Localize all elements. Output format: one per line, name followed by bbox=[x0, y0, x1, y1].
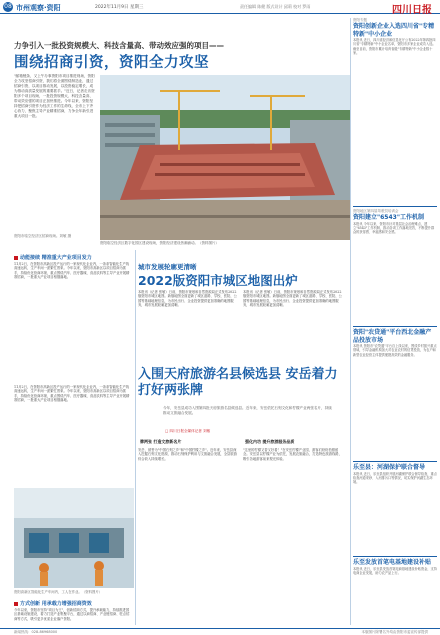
lead-intro: "邮箱链条，又上午办事资阳市项目推进现场，资阳全力攻坚招商引资，我们将全面围绕制造业，通过招商引资，以项目推动发展，以投资稳定增长，成为推动高质量发展的重要抓手。"近日，记者走访资阳多个项目现场，一批投资规模大、科技含量高、带动效应强的项目正加快推进。今年以来，资阳坚持把招商引资作为经济工作的生命线，全市上下齐心协力，聚焦主导产业精准招商，力争全年新引进重大项目一批。 bbox=[14, 74, 95, 118]
sidebar-item-5-text: 本报讯 近日，乐至县发放首笔电商基地建设补贴资金，支持电商企业发展，助力农产品上行。 bbox=[353, 566, 437, 575]
news-title: 2022版资阳市城区地图出炉 bbox=[138, 273, 298, 288]
news-text-col2: 本报讯（记者 张敏）日前，资阳市规划和自然资源局正式发布2022版资阳市城区地图。新版地图全面更新了城区道路、学校、医院、公园等基础地理信息，为市民出行、企业投资提供更加准确的地图服务，城市发展轮廓更加清晰。 bbox=[243, 290, 342, 308]
column-divider bbox=[135, 250, 136, 625]
feature-col1-text: 安岳，被誉为"中国石刻之乡"和"中国柠檬之乡"。近年来，安岳县深入挖掘石刻文化资源，推动石刻保护利用与文旅融合发展，全县旅游综合收入持续增长。 bbox=[138, 448, 237, 461]
feature-lead: 今年，安岳县成功入围第四批天府旅游名县候选县。近年来，安岳依托石刻文化和柠檬产业两张名片，持续推动文旅融合发展。 bbox=[163, 406, 332, 415]
lead-section1-text-cont: 11月2日，在资阳市高新区投产运行的一家现代化企业内，一条条智能化生产线高速运转，生产车间一派繁忙景象。今年以来，资阳市高新区以项目招商为抓手，持续优化营商环境，重点围绕汽车、医疗器械、食品饮料等主导产业开展精准招商，一批重大产业项目相继落地。 bbox=[14, 385, 130, 403]
newspaper-logo: 四川日报 bbox=[392, 5, 432, 16]
feature-card2-title: 强化内功 提升旅游服务品质 bbox=[245, 439, 295, 444]
lead-section2-title: 方式创新 用承载力增强招商资效 bbox=[14, 600, 92, 607]
right-sidebar bbox=[353, 18, 437, 630]
sidebar-label: 资阳专题 bbox=[353, 18, 367, 22]
lead-section2-text: 今年以来，资阳市坚持"项目为王"，创新招商方式，提升承载能力，持续推进园区基础设施建设，着力打造产业集聚平台，通过以商招商、产业链招商、驻点招商等方式，吸引更多优质企业落户资阳。 bbox=[14, 608, 130, 621]
sidebar-item-4-title: 乐至县：河湖保护联合督导 bbox=[353, 464, 426, 471]
lead-photo-caption: 资阳临空经济区数字化园区建设现场，资阳经济建设热潮涌动。（资料图片） bbox=[100, 241, 219, 245]
sidebar-item-3-text: 本报讯 资阳市"农贷通"平台自上线以来，围绕乡村振兴重点领域，引导金融机构加大对农业农村的信贷投放，为农户和新型农业经营主体提供便捷高效的金融服务。 bbox=[353, 344, 437, 357]
lead-kicker: 力争引入一批投资规模大、科技含量高、带动效应强的项目—— bbox=[14, 41, 224, 50]
lead-photo bbox=[100, 75, 350, 240]
feature-col2-text: "这里的柠檬又香又好看！"在安岳柠檬产业园，游客们纷纷拍照留念。安岳县以柠檬产业为依托，发展农旅融合，打造特色旅游线路，吸引各地游客前来观光体验。 bbox=[243, 448, 342, 461]
lead-section1-title: 动能接续 精准重大产业项目发力 bbox=[14, 254, 92, 261]
sidebar-item-4-text: 本报讯 近日，乐至县组织开展河湖保护联合督导检查，重点检查河道采砂、入河排污口等情况，切实保护河湖生态环境。 bbox=[353, 471, 437, 485]
sidebar-item-1-text: 本报讯 近日，四川省经济和信息化厅公布2022年第四批四川省"专精特新"中小企业名单，资阳市多家企业成功入选。截至目前，资阳市累计培育省级"专精特新"中小企业数十家。 bbox=[353, 38, 436, 55]
sidebar-item-2-title: 资阳建立"6543"工作机制 bbox=[353, 214, 424, 221]
section-name: 市州观察·资阳 bbox=[16, 4, 61, 12]
footer-hotline: 新闻热线：028-86968000 bbox=[14, 630, 58, 634]
feature-headline: 入围天府旅游名县候选县 安岳着力打好两张牌 bbox=[138, 367, 338, 398]
sidebar-item-2-text: 本报讯 今年以来，资阳市针对基层社会治理难点，建立"6543"工作机制，推动各项工作落地见效，不断提升群众的获得感、幸福感和安全感。 bbox=[353, 221, 435, 235]
lead-headline: 围绕招商引资，资阳全力攻坚 bbox=[14, 55, 209, 71]
factory-photo bbox=[14, 488, 134, 588]
page-header bbox=[0, 0, 440, 14]
editor-info: 责任编辑 陈健 版式设计 邱莉 校对 罗雨 bbox=[240, 4, 311, 9]
news-kicker: 城市发展轮廓更清晰 bbox=[138, 263, 197, 271]
sidebar-item-1-title: 资阳创新企业入选四川省"专精特新"中小企业 bbox=[353, 23, 435, 38]
lead-thumb-caption: 资阳市临空经济区招商现场。刘敏 摄 bbox=[14, 234, 72, 238]
news-text-col1: 本报讯（记者 张敏）日前，资阳市规划和自然资源局正式发布2022版资阳市城区地图。新版地图全面更新了城区道路、学校、医院、公园等基础地理信息，为市民出行、企业投资提供更加准确的地图服务，城市发展轮廓更加清晰。 bbox=[138, 290, 237, 308]
sidebar-item-5-title: 乐至发放首笔电基地建设补贴 bbox=[353, 559, 432, 566]
issue-date: 2022年11月9日 星期三 bbox=[95, 5, 144, 10]
feature-card1-title: 牌两张 打造文旅新名片 bbox=[140, 439, 182, 444]
page-footer bbox=[0, 628, 440, 635]
sidebar-divider bbox=[350, 18, 351, 625]
factory-photo-caption: 资阳高新区智能化生产车间内，工人在作业。（资料图片） bbox=[14, 590, 103, 594]
page-number: 08 bbox=[4, 3, 12, 10]
feature-byline: □ 四川日报全媒体记者 刘敏 bbox=[165, 429, 211, 433]
lead-section1-text: 11月2日，在资阳市高新区投产运行的一家现代化企业内，一条条智能化生产线高速运转，生产车间一派繁忙景象。今年以来，资阳市高新区以项目招商为抓手，持续优化营商环境，重点围绕汽车、医疗器械、食品饮料等主导产业开展精准招商，一批重大产业项目相继落地。 bbox=[14, 262, 130, 280]
construction-site-image bbox=[100, 75, 350, 240]
factory-workers-image bbox=[14, 488, 134, 588]
sidebar-item-3-title: 资阳"农贷通"平台西北金融产品投放市场 bbox=[353, 329, 432, 344]
sidebar-item-2-kicker: 资阳地区第四届驾驶员培训会 bbox=[353, 209, 399, 213]
footer-credit: 本版图片除署名外均由资阳市委宣传部提供 bbox=[361, 630, 428, 634]
